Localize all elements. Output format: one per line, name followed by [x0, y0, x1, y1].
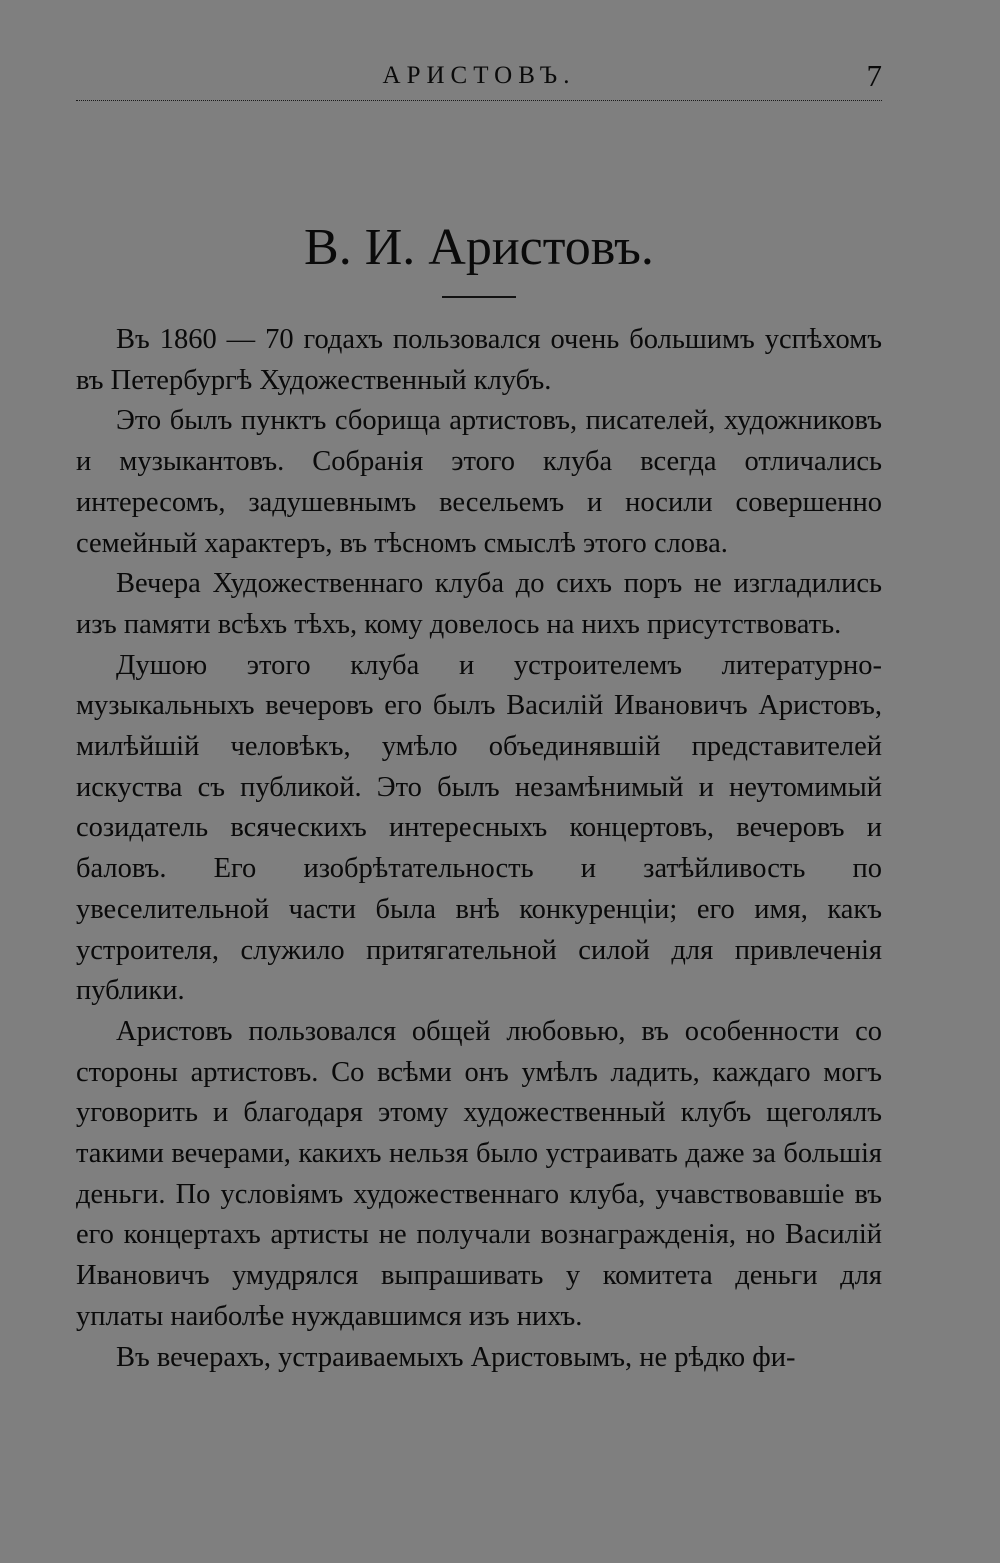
- paragraph-3: Вечера Художественнаго клуба до сихъ поръ не изгладились изъ памяти всѣхъ тѣхъ, кому довелось на нихъ присутствовать.: [76, 568, 882, 640]
- paragraph-5: Аристовъ пользовался общей любовью, въ особенности со стороны артистовъ. Со всѣми онъ умѣлъ ладить, каждаго могъ уговорить и благодаря этому художественный клубъ щеголялъ такими вечерами, какихъ нельзя было устраивать даже за большія деньги. По условіямъ художественнаго клуба, учавствовавшіе въ его концертахъ артисты не получали вознагражденія, но Василій Ивановичъ умудрялся выпрашивать у комитета деньги для уплаты наиболѣе нуждавшимся изъ нихъ.: [76, 1015, 882, 1332]
- article-body: [76, 320, 882, 1378]
- paragraph-1: Въ 1860 — 70 годахъ пользовался очень большимъ успѣхомъ въ Петербургѣ Художественный клубъ.: [76, 324, 882, 396]
- paragraph-4: Душою этого клуба и устроителемъ литературно-музыкальныхъ вечеровъ его былъ Василій Ивановичъ Аристовъ, милѣйшій человѣкъ, умѣло объединявшій представителей искуства съ публикой. Это былъ незамѣнимый и неутомимый созидатель всяческихъ интересныхъ концертовъ, вечеровъ и баловъ. Его изобрѣтательность и затѣйливость по увеселительной части была внѣ конкуренціи; его имя, какъ устроителя, служило притягательной силой для привлеченія публики.: [76, 649, 882, 1007]
- page-number: 7: [866, 58, 882, 93]
- chapter-title: В. И. Аристовъ.: [304, 219, 654, 276]
- running-header: [76, 58, 882, 102]
- paragraph-2: Это былъ пунктъ сборища артистовъ, писателей, художниковъ и музыкантовъ. Собранія этого клуба всегда отличались интересомъ, задушевнымъ весельемъ и носили совершенно семейный характеръ, въ тѣсномъ смыслѣ этого слова.: [76, 405, 882, 559]
- title-divider: [442, 296, 516, 298]
- header-dotted-rule: [76, 100, 882, 101]
- running-title: АРИСТОВЪ.: [382, 62, 576, 89]
- paragraph-6: Въ вечерахъ, устраиваемыхъ Аристовымъ, не рѣдко фи-: [116, 1341, 796, 1373]
